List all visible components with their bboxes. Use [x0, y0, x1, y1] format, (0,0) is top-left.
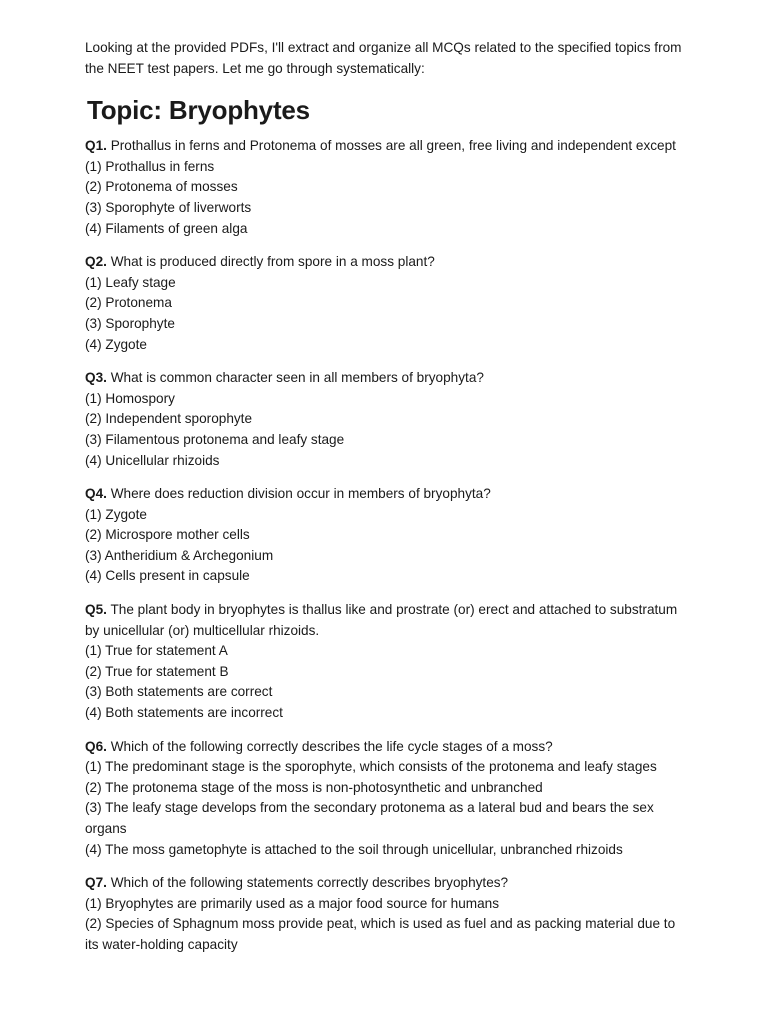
option: (2) The protonema stage of the moss is non-photosynthetic and unbranched	[85, 779, 543, 795]
question-number: Q3.	[85, 370, 107, 386]
question-stem	[85, 873, 685, 894]
option: (3) The leafy stage develops from the secondary protonema as a lateral bud and bears the sex organs	[85, 800, 654, 836]
option: (2) Protonema	[85, 295, 172, 311]
option: (4) Both statements are incorrect	[85, 705, 283, 721]
option: (2) Species of Sphagnum moss provide peat, which is used as fuel and as packing material due to its water-holding capacity	[85, 916, 676, 952]
question-q6	[85, 737, 685, 861]
option: (1) Zygote	[85, 506, 147, 522]
question-q5	[85, 600, 685, 724]
question-stem	[85, 136, 685, 157]
question-q7	[85, 873, 685, 955]
question-text: The plant body in bryophytes is thallus like and prostrate (or) erect and attached to substratum by unicellular (or) multicellular rhizoids.	[85, 602, 678, 638]
question-q2	[85, 252, 685, 355]
option: (3) Sporophyte of liverworts	[85, 199, 252, 215]
question-q4	[85, 484, 685, 587]
question-stem	[85, 737, 685, 758]
question-text: Prothallus in ferns and Protonema of mosses are all green, free living and independent except	[110, 138, 676, 154]
option: (4) Cells present in capsule	[85, 568, 250, 584]
option: (4) The moss gametophyte is attached to the soil through unicellular, unbranched rhizoids	[85, 841, 623, 857]
option: (2) True for statement B	[85, 663, 229, 679]
option: (1) The predominant stage is the sporophyte, which consists of the protonema and leafy stages	[85, 759, 657, 775]
option: (4) Filaments of green alga	[85, 220, 248, 236]
option: (4) Zygote	[85, 336, 147, 352]
option: (1) Prothallus in ferns	[85, 158, 215, 174]
topic-heading: Topic: Bryophytes	[87, 95, 310, 126]
option: (3) Antheridium & Archegonium	[85, 547, 274, 563]
option: (2) Protonema of mosses	[85, 179, 238, 195]
option: (1) Homospory	[85, 390, 175, 406]
option: (3) Both statements are correct	[85, 684, 273, 700]
question-number: Q4.	[85, 486, 107, 502]
question-text: Where does reduction division occur in members of bryophyta?	[110, 486, 491, 502]
question-text: What is produced directly from spore in a moss plant?	[110, 254, 435, 270]
question-stem	[85, 484, 685, 505]
option: (3) Sporophyte	[85, 315, 175, 331]
question-number: Q1.	[85, 138, 107, 154]
question-text: What is common character seen in all members of bryophyta?	[110, 370, 484, 386]
question-stem	[85, 600, 685, 641]
document-page	[85, 38, 685, 969]
question-q3	[85, 368, 685, 471]
question-q1	[85, 136, 685, 239]
option: (4) Unicellular rhizoids	[85, 452, 220, 468]
question-text: Which of the following statements correctly describes bryophytes?	[110, 875, 509, 891]
question-text: Which of the following correctly describes the life cycle stages of a moss?	[110, 738, 553, 754]
question-number: Q5.	[85, 602, 107, 618]
question-stem	[85, 368, 685, 389]
question-number: Q6.	[85, 738, 107, 754]
question-stem	[85, 252, 685, 273]
question-number: Q7.	[85, 875, 107, 891]
intro-text: Looking at the provided PDFs, I'll extract and organize all MCQs related to the specified topics from the NEET test papers. Let me go through systematically:	[85, 40, 682, 76]
option: (2) Microspore mother cells	[85, 527, 250, 543]
option: (1) True for statement A	[85, 643, 228, 659]
question-number: Q2.	[85, 254, 107, 270]
option: (1) Leafy stage	[85, 274, 176, 290]
option: (1) Bryophytes are primarily used as a major food source for humans	[85, 895, 500, 911]
option: (2) Independent sporophyte	[85, 411, 253, 427]
option: (3) Filamentous protonema and leafy stage	[85, 431, 345, 447]
